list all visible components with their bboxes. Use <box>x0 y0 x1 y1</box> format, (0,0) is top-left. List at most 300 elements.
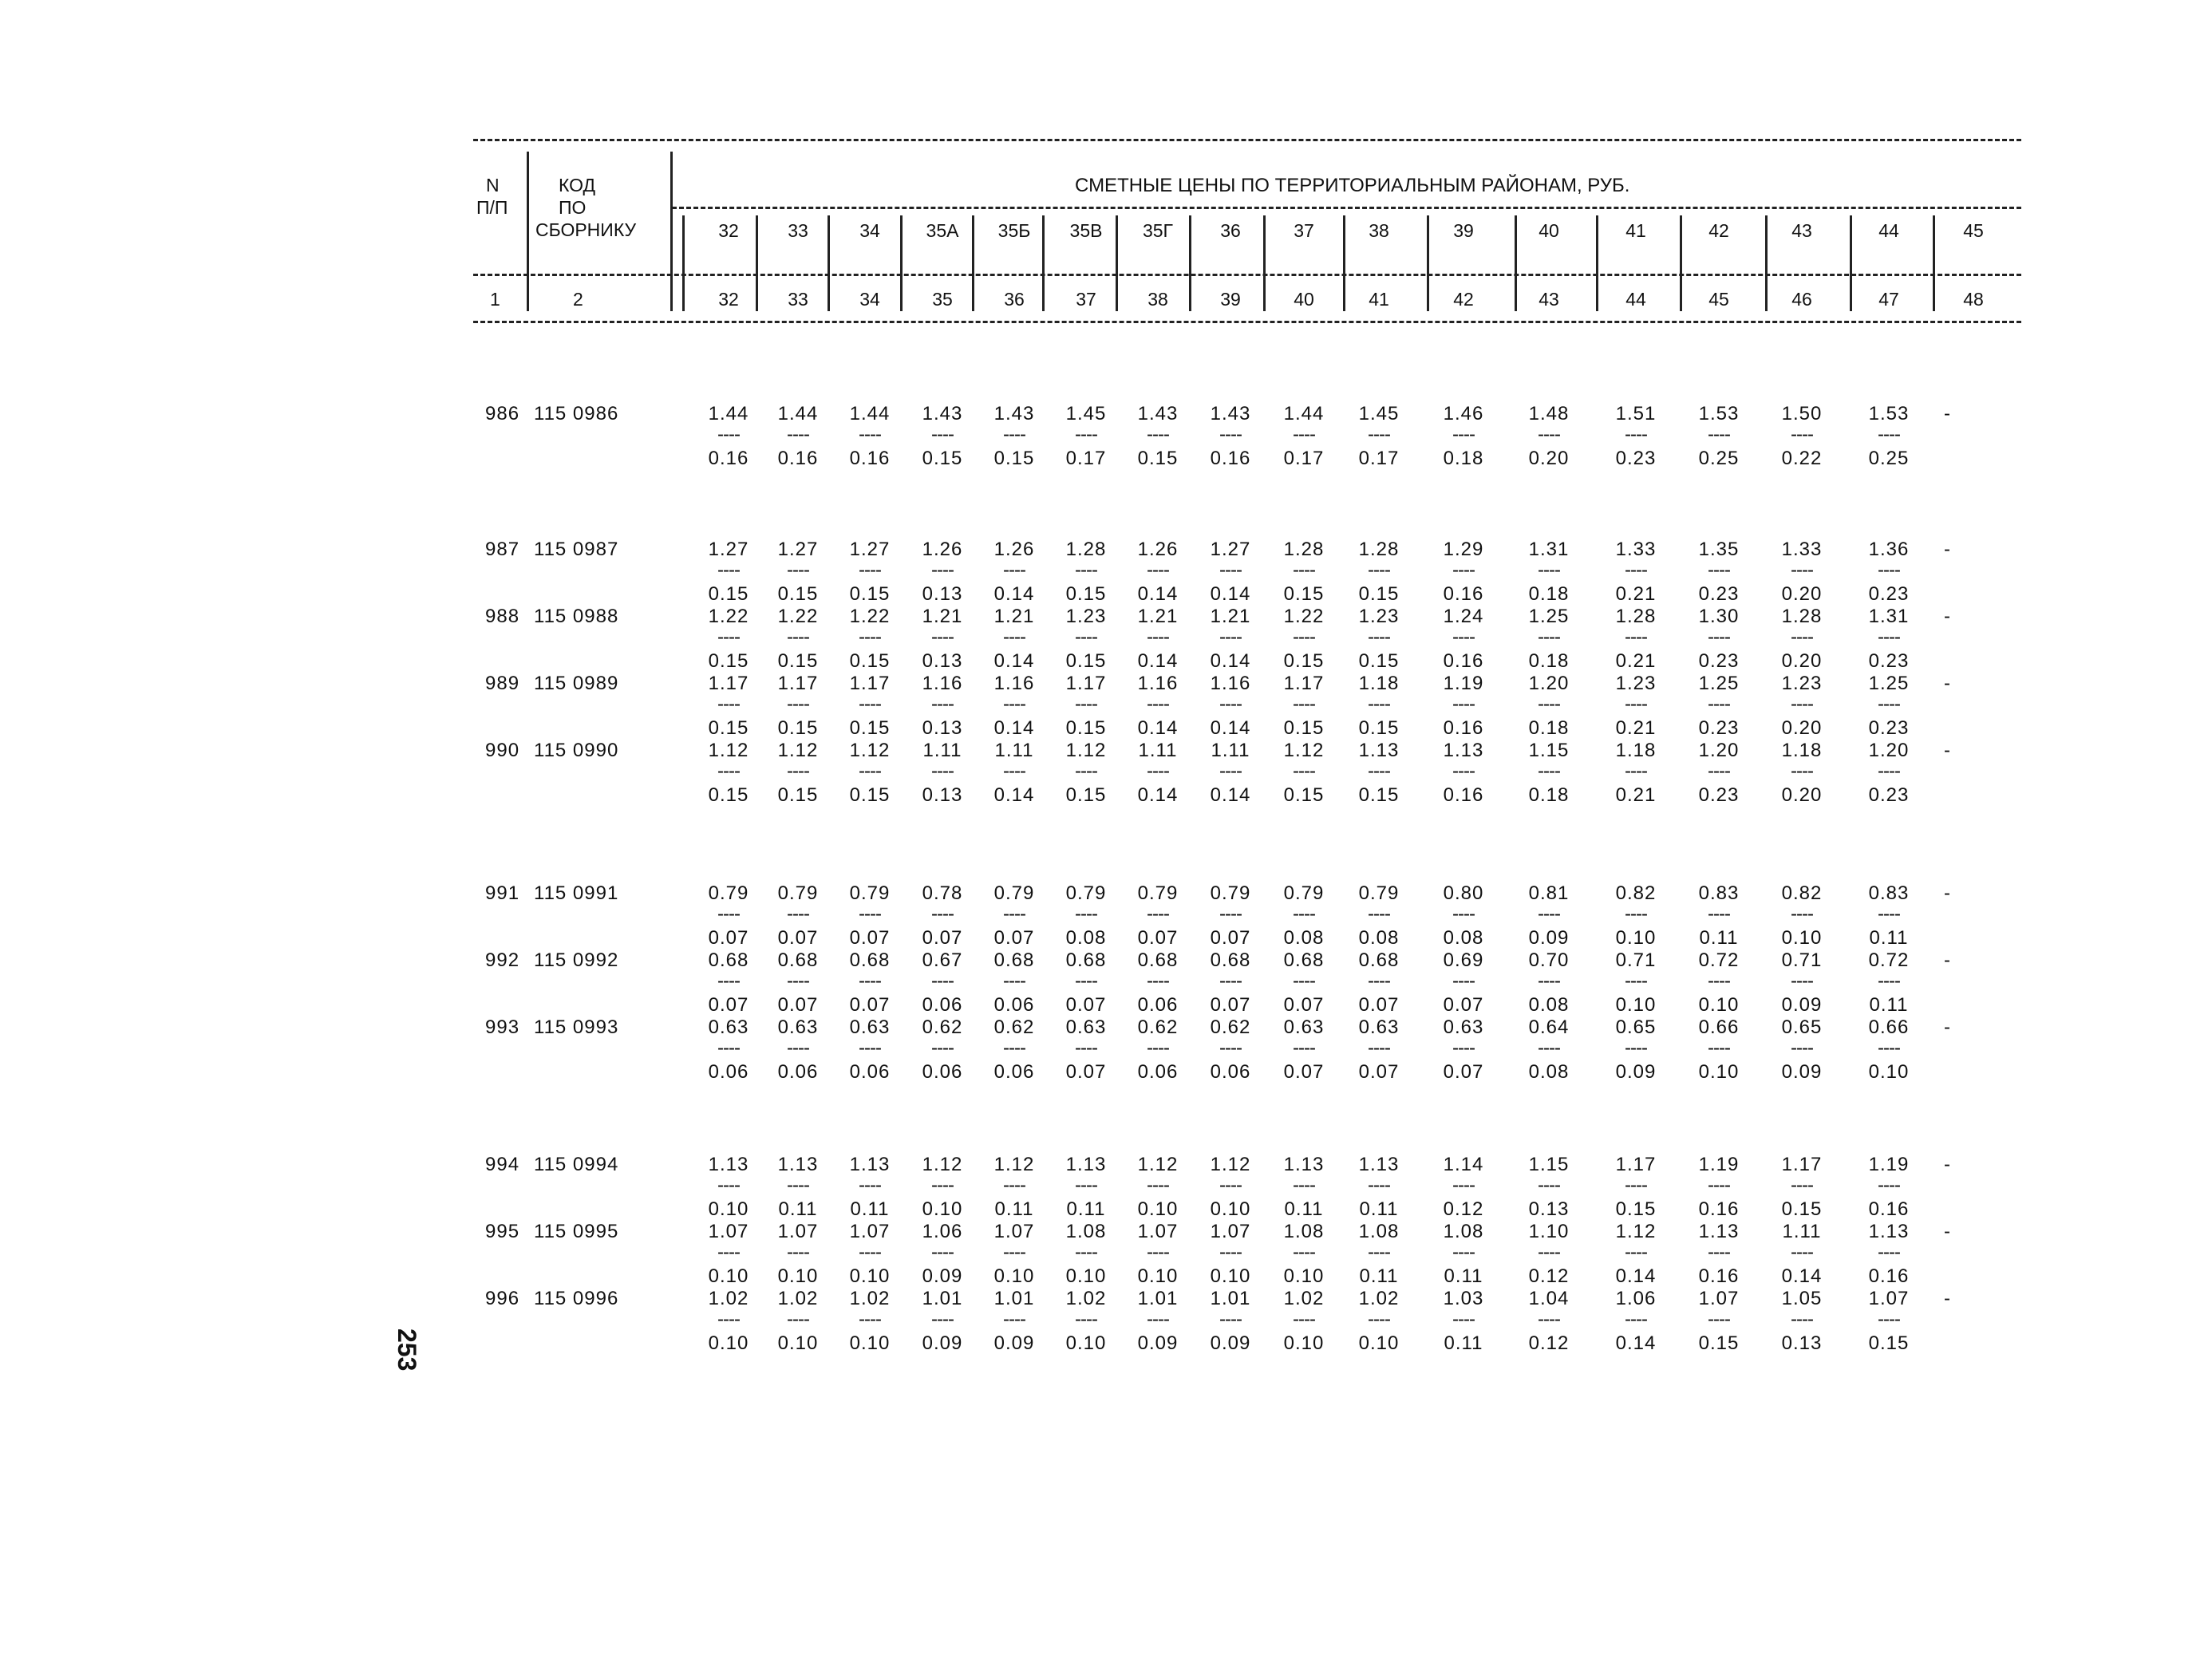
labor-cost-cell: 0.14 <box>1210 784 1251 806</box>
fraction-bar: ---- <box>1791 903 1813 925</box>
district-separator <box>1850 215 1852 311</box>
price-cell: 1.22 <box>777 606 819 627</box>
fraction-bar: ---- <box>1625 626 1647 648</box>
fraction-bar: ---- <box>1368 760 1390 782</box>
price-cell: 0.68 <box>777 949 819 971</box>
price-cell: 1.18 <box>1358 673 1400 694</box>
price-cell: 0.68 <box>1210 949 1251 971</box>
district-14: 43 <box>1791 220 1812 241</box>
fraction-bar: ---- <box>1538 1309 1560 1330</box>
price-cell: 1.11 <box>1782 1221 1822 1242</box>
price-cell: 1.31 <box>1528 539 1570 560</box>
district-separator <box>1116 215 1118 311</box>
price-cell: 1.16 <box>1210 673 1251 694</box>
fraction-bar: ---- <box>1538 693 1560 715</box>
district-separator <box>756 215 758 311</box>
labor-cost-cell: 0.07 <box>1283 1061 1325 1083</box>
price-cell: 1.21 <box>1210 606 1251 627</box>
fraction-bar: ---- <box>1708 1309 1730 1330</box>
fraction-bar: ---- <box>859 626 881 648</box>
labor-cost-cell: 0.06 <box>849 1061 891 1083</box>
price-cell: 1.07 <box>993 1221 1035 1242</box>
fraction-bar: ---- <box>1293 1309 1315 1330</box>
fraction-bar: ---- <box>717 1037 740 1059</box>
labor-cost-cell: 0.10 <box>1283 1332 1325 1354</box>
labor-cost-cell: 0.14 <box>1137 583 1179 605</box>
price-cell: 1.21 <box>1137 606 1179 627</box>
header-bottom-rule <box>473 321 2021 323</box>
fraction-bar: ---- <box>931 970 954 992</box>
labor-cost-cell: 0.15 <box>1283 583 1325 605</box>
fraction-bar: ---- <box>1293 559 1315 581</box>
labor-cost-cell: 0.11 <box>1284 1198 1324 1220</box>
price-cell: 1.21 <box>922 606 963 627</box>
labor-cost-cell: 0.10 <box>1868 1061 1910 1083</box>
labor-cost-cell: 0.07 <box>1358 994 1400 1016</box>
price-cell: 1.44 <box>1283 403 1325 424</box>
fraction-bar: ---- <box>717 1241 740 1263</box>
price-cell: 0.72 <box>1868 949 1910 971</box>
price-cell: 0.66 <box>1698 1016 1740 1038</box>
fraction-bar: ---- <box>1625 760 1647 782</box>
district-separator <box>1427 215 1429 311</box>
fraction-bar: ---- <box>1791 1037 1813 1059</box>
labor-cost-cell: 0.10 <box>1065 1265 1107 1287</box>
fraction-bar: ---- <box>1538 1241 1560 1263</box>
labor-cost-cell: 0.15 <box>1615 1198 1657 1220</box>
price-cell: 1.06 <box>922 1221 963 1242</box>
labor-cost-cell: 0.14 <box>993 784 1035 806</box>
column-number-17: 47 <box>1878 289 1899 310</box>
labor-cost-cell: 0.06 <box>777 1061 819 1083</box>
fraction-bar: ---- <box>1219 1037 1242 1059</box>
price-cell: 0.70 <box>1528 949 1570 971</box>
district-3: 35А <box>926 220 959 241</box>
fraction-bar: ---- <box>1075 626 1097 648</box>
labor-cost-cell: 0.20 <box>1781 583 1823 605</box>
price-cell: 1.12 <box>993 1154 1035 1175</box>
column-number-8: 38 <box>1147 289 1168 310</box>
column-number-14: 44 <box>1625 289 1646 310</box>
price-cell: 0.66 <box>1868 1016 1910 1038</box>
price-cell: 1.26 <box>1137 539 1179 560</box>
fraction-bar: ---- <box>859 559 881 581</box>
fraction-bar: ---- <box>1075 1174 1097 1196</box>
labor-cost-cell: 0.18 <box>1528 650 1570 672</box>
fraction-bar: ---- <box>1452 626 1475 648</box>
labor-cost-cell: 0.07 <box>708 927 749 949</box>
labor-cost-cell: 0.13 <box>922 583 963 605</box>
price-cell: 1.08 <box>1065 1221 1107 1242</box>
price-cell: 1.12 <box>1210 1154 1251 1175</box>
fraction-bar: ---- <box>1147 760 1169 782</box>
price-cell: 1.53 <box>1698 403 1740 424</box>
labor-cost-cell: 0.14 <box>993 650 1035 672</box>
labor-cost-cell: 0.23 <box>1698 784 1740 806</box>
fraction-bar: ---- <box>1219 424 1242 445</box>
price-cell: 1.01 <box>1210 1288 1251 1309</box>
district-separator <box>1933 215 1935 311</box>
labor-cost-cell: 0.25 <box>1698 448 1740 469</box>
fraction-bar: ---- <box>1293 1241 1315 1263</box>
column-number-3: 33 <box>788 289 808 310</box>
price-cell: 1.43 <box>922 403 963 424</box>
fraction-bar: ---- <box>1791 559 1813 581</box>
price-cell: 1.07 <box>1210 1221 1251 1242</box>
row-code: 115 0990 <box>534 740 619 761</box>
row-number: 992 <box>485 949 520 971</box>
fraction-bar: ---- <box>1708 1241 1730 1263</box>
labor-cost-cell: 0.14 <box>1137 650 1179 672</box>
labor-cost-cell: 0.10 <box>1698 1061 1740 1083</box>
price-cell: 1.17 <box>1283 673 1325 694</box>
labor-cost-cell: 0.16 <box>1443 650 1484 672</box>
labor-cost-cell: 0.15 <box>1868 1332 1910 1354</box>
fraction-bar: ---- <box>931 760 954 782</box>
fraction-bar: ---- <box>1075 1309 1097 1330</box>
labor-cost-cell: 0.14 <box>1210 717 1251 739</box>
labor-cost-cell: 0.15 <box>849 650 891 672</box>
labor-cost-cell: 0.08 <box>1528 1061 1570 1083</box>
fraction-bar: ---- <box>717 970 740 992</box>
fraction-bar: ---- <box>787 760 809 782</box>
fraction-bar: ---- <box>1368 1037 1390 1059</box>
labor-cost-cell: 0.15 <box>1358 717 1400 739</box>
fraction-bar: ---- <box>1708 626 1730 648</box>
fraction-bar: ---- <box>1538 559 1560 581</box>
fraction-bar: ---- <box>1293 1037 1315 1059</box>
price-cell: 1.45 <box>1358 403 1400 424</box>
labor-cost-cell: 0.16 <box>1698 1198 1740 1220</box>
fraction-bar: ---- <box>1368 970 1390 992</box>
fraction-bar: ---- <box>859 1241 881 1263</box>
price-cell: 0.62 <box>922 1016 963 1038</box>
price-cell: 1.44 <box>777 403 819 424</box>
labor-cost-cell: 0.22 <box>1781 448 1823 469</box>
price-cell: 1.02 <box>708 1288 749 1309</box>
price-cell: 0.79 <box>1210 882 1251 904</box>
fraction-bar: ---- <box>1452 760 1475 782</box>
district-45-value: - <box>1944 403 1951 424</box>
header-code-line3: СБОРНИКУ <box>535 219 637 240</box>
price-cell: 1.28 <box>1615 606 1657 627</box>
price-cell: 1.05 <box>1781 1288 1823 1309</box>
labor-cost-cell: 0.23 <box>1868 583 1910 605</box>
price-cell: 1.44 <box>708 403 749 424</box>
price-cell: 0.79 <box>993 882 1035 904</box>
labor-cost-cell: 0.10 <box>1781 927 1823 949</box>
price-cell: 1.33 <box>1615 539 1657 560</box>
fraction-bar: ---- <box>1368 693 1390 715</box>
labor-cost-cell: 0.10 <box>1210 1198 1251 1220</box>
fraction-bar: ---- <box>1293 903 1315 925</box>
labor-cost-cell: 0.07 <box>1065 1061 1107 1083</box>
price-cell: 0.63 <box>1443 1016 1484 1038</box>
fraction-bar: ---- <box>1219 559 1242 581</box>
labor-cost-cell: 0.06 <box>993 994 1035 1016</box>
fraction-bar: ---- <box>1452 1309 1475 1330</box>
fraction-bar: ---- <box>1708 903 1730 925</box>
price-cell: 1.02 <box>1283 1288 1325 1309</box>
labor-cost-cell: 0.15 <box>1283 650 1325 672</box>
district-0: 32 <box>718 220 739 241</box>
price-cell: 1.23 <box>1615 673 1657 694</box>
labor-cost-cell: 0.08 <box>1528 994 1570 1016</box>
labor-cost-cell: 0.07 <box>708 994 749 1016</box>
price-cell: 0.64 <box>1528 1016 1570 1038</box>
labor-cost-cell: 0.09 <box>993 1332 1035 1354</box>
labor-cost-cell: 0.07 <box>1065 994 1107 1016</box>
district-16: 45 <box>1963 220 1984 241</box>
fraction-bar: ---- <box>1219 626 1242 648</box>
fraction-bar: ---- <box>1791 693 1813 715</box>
labor-cost-cell: 0.11 <box>1066 1198 1106 1220</box>
labor-cost-cell: 0.15 <box>849 583 891 605</box>
fraction-bar: ---- <box>717 693 740 715</box>
fraction-bar: ---- <box>1147 1037 1169 1059</box>
price-cell: 1.12 <box>1065 740 1107 761</box>
price-cell: 1.07 <box>1698 1288 1740 1309</box>
fraction-bar: ---- <box>787 970 809 992</box>
fraction-bar: ---- <box>1708 1037 1730 1059</box>
row-code: 115 0993 <box>534 1016 619 1038</box>
labor-cost-cell: 0.11 <box>778 1198 818 1220</box>
labor-cost-cell: 0.07 <box>1210 994 1251 1016</box>
fraction-bar: ---- <box>1878 1241 1900 1263</box>
labor-cost-cell: 0.13 <box>922 717 963 739</box>
labor-cost-cell: 0.10 <box>1615 994 1657 1016</box>
district-1: 33 <box>788 220 808 241</box>
price-cell: 0.62 <box>1210 1016 1251 1038</box>
labor-cost-cell: 0.10 <box>708 1198 749 1220</box>
price-cell: 1.28 <box>1358 539 1400 560</box>
labor-cost-cell: 0.23 <box>1698 583 1740 605</box>
labor-cost-cell: 0.06 <box>1137 994 1179 1016</box>
district-7: 36 <box>1220 220 1241 241</box>
fraction-bar: ---- <box>1219 760 1242 782</box>
price-cell: 0.80 <box>1443 882 1484 904</box>
price-cell: 1.18 <box>1781 740 1823 761</box>
labor-cost-cell: 0.15 <box>1065 583 1107 605</box>
price-cell: 1.17 <box>708 673 749 694</box>
price-cell: 1.23 <box>1358 606 1400 627</box>
labor-cost-cell: 0.17 <box>1283 448 1325 469</box>
price-cell: 1.01 <box>1137 1288 1179 1309</box>
labor-cost-cell: 0.10 <box>777 1332 819 1354</box>
labor-cost-cell: 0.06 <box>922 1061 963 1083</box>
column-number-6: 36 <box>1004 289 1025 310</box>
price-cell: 1.13 <box>777 1154 819 1175</box>
price-cell: 1.43 <box>1137 403 1179 424</box>
price-cell: 1.44 <box>849 403 891 424</box>
labor-cost-cell: 0.21 <box>1615 583 1657 605</box>
column-number-15: 45 <box>1708 289 1729 310</box>
labor-cost-cell: 0.10 <box>1210 1265 1251 1287</box>
fraction-bar: ---- <box>1625 1037 1647 1059</box>
district-separator <box>682 215 685 311</box>
labor-cost-cell: 0.16 <box>1868 1265 1910 1287</box>
labor-cost-cell: 0.15 <box>708 784 749 806</box>
price-cell: 1.27 <box>708 539 749 560</box>
price-cell: 1.28 <box>1781 606 1823 627</box>
fraction-bar: ---- <box>787 903 809 925</box>
price-cell: 0.79 <box>1137 882 1179 904</box>
fraction-bar: ---- <box>1878 626 1900 648</box>
labor-cost-cell: 0.13 <box>1781 1332 1823 1354</box>
fraction-bar: ---- <box>1003 626 1025 648</box>
labor-cost-cell: 0.20 <box>1781 717 1823 739</box>
price-cell: 1.08 <box>1443 1221 1484 1242</box>
price-cell: 1.13 <box>1443 740 1484 761</box>
fraction-bar: ---- <box>1878 693 1900 715</box>
district-separator <box>1515 215 1517 311</box>
price-cell: 1.02 <box>777 1288 819 1309</box>
column-number-11: 41 <box>1369 289 1389 310</box>
price-cell: 1.12 <box>922 1154 963 1175</box>
price-cell: 1.13 <box>849 1154 891 1175</box>
price-cell: 1.16 <box>1137 673 1179 694</box>
fraction-bar: ---- <box>1368 903 1390 925</box>
labor-cost-cell: 0.14 <box>993 717 1035 739</box>
fraction-bar: ---- <box>1791 1174 1813 1196</box>
price-cell: 1.13 <box>1698 1221 1740 1242</box>
price-cell: 0.71 <box>1615 949 1657 971</box>
labor-cost-cell: 0.11 <box>1699 927 1739 949</box>
labor-cost-cell: 0.07 <box>777 927 819 949</box>
labor-cost-cell: 0.15 <box>708 583 749 605</box>
fraction-bar: ---- <box>931 693 954 715</box>
price-cell: 1.12 <box>1283 740 1325 761</box>
labor-cost-cell: 0.06 <box>708 1061 749 1083</box>
labor-cost-cell: 0.10 <box>1065 1332 1107 1354</box>
fraction-bar: ---- <box>931 1174 954 1196</box>
fraction-bar: ---- <box>1878 424 1900 445</box>
labor-cost-cell: 0.08 <box>1358 927 1400 949</box>
fraction-bar: ---- <box>1075 903 1097 925</box>
fraction-bar: ---- <box>1075 760 1097 782</box>
fraction-bar: ---- <box>717 626 740 648</box>
fraction-bar: ---- <box>1219 1174 1242 1196</box>
labor-cost-cell: 0.15 <box>777 717 819 739</box>
labor-cost-cell: 0.15 <box>922 448 963 469</box>
column-number-18: 48 <box>1963 289 1984 310</box>
district-4: 35Б <box>997 220 1031 241</box>
district-separator <box>900 215 903 311</box>
labor-cost-cell: 0.14 <box>1137 717 1179 739</box>
labor-cost-cell: 0.14 <box>1615 1332 1657 1354</box>
price-cell: 1.46 <box>1443 403 1484 424</box>
district-15: 44 <box>1878 220 1899 241</box>
page-number: 253 <box>393 1328 421 1372</box>
district-5: 35В <box>1069 220 1103 241</box>
labor-cost-cell: 0.10 <box>1137 1198 1179 1220</box>
header-subtitle-rule <box>672 207 2021 209</box>
price-cell: 1.07 <box>777 1221 819 1242</box>
district-12: 41 <box>1625 220 1646 241</box>
district-45-value: - <box>1944 740 1951 761</box>
price-cell: 1.33 <box>1781 539 1823 560</box>
labor-cost-cell: 0.18 <box>1528 583 1570 605</box>
labor-cost-cell: 0.15 <box>1283 717 1325 739</box>
fraction-bar: ---- <box>931 903 954 925</box>
fraction-bar: ---- <box>1147 693 1169 715</box>
fraction-bar: ---- <box>931 1241 954 1263</box>
labor-cost-cell: 0.18 <box>1443 448 1484 469</box>
price-cell: 1.29 <box>1443 539 1484 560</box>
fraction-bar: ---- <box>1368 1241 1390 1263</box>
labor-cost-cell: 0.15 <box>1358 784 1400 806</box>
fraction-bar: ---- <box>787 424 809 445</box>
fraction-bar: ---- <box>1538 760 1560 782</box>
labor-cost-cell: 0.16 <box>1443 784 1484 806</box>
labor-cost-cell: 0.21 <box>1615 650 1657 672</box>
fraction-bar: ---- <box>787 1037 809 1059</box>
fraction-bar: ---- <box>1791 626 1813 648</box>
fraction-bar: ---- <box>1147 970 1169 992</box>
price-cell: 1.30 <box>1698 606 1740 627</box>
labor-cost-cell: 0.15 <box>777 784 819 806</box>
fraction-bar: ---- <box>1452 970 1475 992</box>
fraction-bar: ---- <box>1219 970 1242 992</box>
fraction-bar: ---- <box>1538 626 1560 648</box>
row-number: 994 <box>485 1154 520 1175</box>
district-45-value: - <box>1944 539 1951 560</box>
header-title: СМЕТНЫЕ ЦЕНЫ ПО ТЕРРИТОРИАЛЬНЫМ РАЙОНАМ, РУБ. <box>1075 175 1630 196</box>
fraction-bar: ---- <box>1075 1241 1097 1263</box>
price-cell: 0.71 <box>1781 949 1823 971</box>
fraction-bar: ---- <box>1293 760 1315 782</box>
labor-cost-cell: 0.11 <box>1359 1265 1399 1287</box>
price-cell: 1.13 <box>1283 1154 1325 1175</box>
price-cell: 1.31 <box>1868 606 1910 627</box>
fraction-bar: ---- <box>1625 1241 1647 1263</box>
fraction-bar: ---- <box>1147 1241 1169 1263</box>
fraction-bar: ---- <box>1878 903 1900 925</box>
fraction-bar: ---- <box>931 1037 954 1059</box>
labor-cost-cell: 0.23 <box>1615 448 1657 469</box>
fraction-bar: ---- <box>1293 970 1315 992</box>
fraction-bar: ---- <box>859 693 881 715</box>
fraction-bar: ---- <box>1538 970 1560 992</box>
labor-cost-cell: 0.06 <box>1210 1061 1251 1083</box>
fraction-bar: ---- <box>1708 760 1730 782</box>
row-code: 115 0994 <box>534 1154 619 1175</box>
fraction-bar: ---- <box>787 693 809 715</box>
fraction-bar: ---- <box>787 559 809 581</box>
fraction-bar: ---- <box>1003 1037 1025 1059</box>
labor-cost-cell: 0.10 <box>708 1332 749 1354</box>
fraction-bar: ---- <box>1708 693 1730 715</box>
price-cell: 1.22 <box>1283 606 1325 627</box>
price-cell: 0.79 <box>849 882 891 904</box>
labor-cost-cell: 0.09 <box>922 1332 963 1354</box>
labor-cost-cell: 0.12 <box>1443 1198 1484 1220</box>
header-code-line2: ПО <box>559 197 587 218</box>
labor-cost-cell: 0.15 <box>1283 784 1325 806</box>
fraction-bar: ---- <box>1878 1037 1900 1059</box>
labor-cost-cell: 0.07 <box>1283 994 1325 1016</box>
price-cell: 0.79 <box>1065 882 1107 904</box>
fraction-bar: ---- <box>931 424 954 445</box>
fraction-bar: ---- <box>787 1174 809 1196</box>
fraction-bar: ---- <box>787 626 809 648</box>
labor-cost-cell: 0.20 <box>1781 650 1823 672</box>
price-cell: 1.21 <box>993 606 1035 627</box>
labor-cost-cell: 0.10 <box>1283 1265 1325 1287</box>
labor-cost-cell: 0.14 <box>1781 1265 1823 1287</box>
price-cell: 1.04 <box>1528 1288 1570 1309</box>
labor-cost-cell: 0.15 <box>1781 1198 1823 1220</box>
